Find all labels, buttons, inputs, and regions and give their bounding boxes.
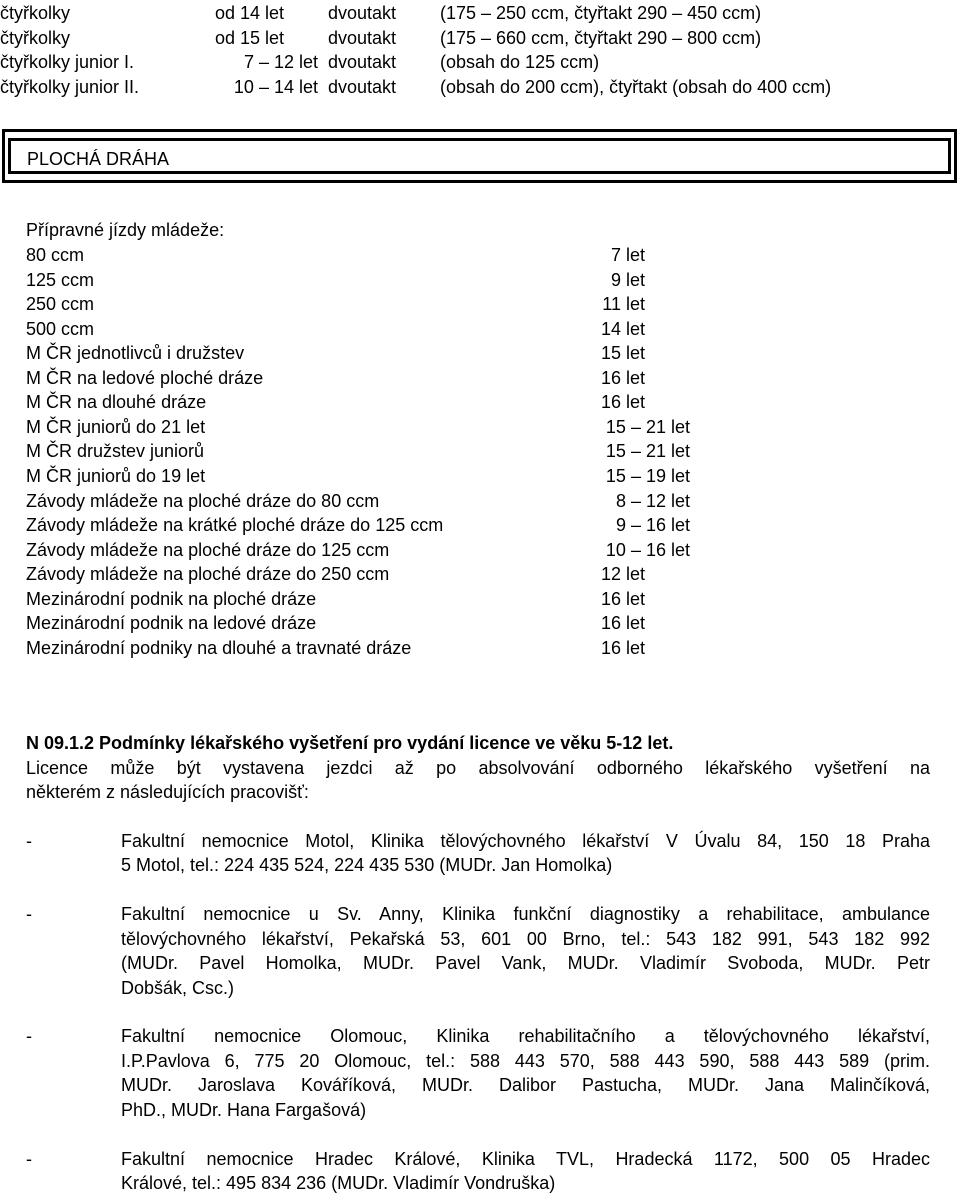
- age-row-value: 8 – 12 let: [615, 491, 690, 511]
- clinic-line: Fakultní nemocnice u Sv. Anny, Klinika funkční diagnostiky a rehabilitace, ambulance: [121, 904, 930, 924]
- age-row-label: Závody mládeže na ploché dráze do 80 ccm: [26, 491, 380, 511]
- clinic-line: I.P.Pavlova 6, 775 20 Olomouc, tel.: 588 443 570, 588 443 590, 588 443 589 (prim.: [121, 1051, 930, 1071]
- age-row-value: 9 – 16 let: [615, 515, 690, 535]
- category-age: 7 – 12 let: [243, 52, 318, 72]
- clinic-line: 5 Motol, tel.: 224 435 524, 224 435 530 (MUDr. Jan Homolka): [121, 855, 613, 875]
- category-name: čtyřkolky: [0, 3, 71, 23]
- clinic-line: MUDr. Jaroslava Kováříková, MUDr. Dalibor Pastucha, MUDr. Jana Malinčíková,: [121, 1075, 930, 1095]
- age-row-label: Závody mládeže na ploché dráze do 250 ccm: [26, 564, 390, 584]
- category-spec: (obsah do 200 ccm), čtyřtakt (obsah do 400 ccm): [440, 77, 832, 97]
- clinic-line: Fakultní nemocnice Motol, Klinika tělovýchovného lékařství V Úvalu 84, 150 18 Praha: [121, 831, 930, 851]
- age-row-label: Závody mládeže na krátké ploché dráze do 125 ccm: [26, 515, 444, 535]
- age-row-value: 16 let: [600, 638, 645, 658]
- category-engine: dvoutakt: [328, 52, 397, 72]
- clinic-line: (MUDr. Pavel Homolka, MUDr. Pavel Vank, MUDr. Vladimír Svoboda, MUDr. Petr: [121, 953, 930, 973]
- age-row-label: M ČR družstev juniorů: [26, 441, 205, 461]
- age-row-label: Závody mládeže na ploché dráze do 125 ccm: [26, 540, 390, 560]
- age-row-label: 80 ccm: [26, 245, 85, 265]
- medical-intro-line: některém z následujících pracovišť:: [26, 782, 309, 802]
- bullet-dash: -: [26, 904, 32, 924]
- section-heading-box: [2, 129, 957, 183]
- age-row-value: 15 – 21 let: [605, 417, 690, 437]
- age-row-value: 14 let: [600, 319, 645, 339]
- age-row-label: M ČR jednotlivců i družstev: [26, 343, 245, 363]
- category-spec: (obsah do 125 ccm): [440, 52, 600, 72]
- age-row-value: 12 let: [600, 564, 645, 584]
- age-row-label: Mezinárodní podnik na ploché dráze: [26, 589, 317, 609]
- age-row-label: M ČR na ledové ploché dráze: [26, 368, 264, 388]
- category-engine: dvoutakt: [328, 28, 397, 48]
- age-row-label: Mezinárodní podniky na dlouhé a travnaté dráze: [26, 638, 412, 658]
- age-row-value: 16 let: [600, 613, 645, 633]
- bullet-dash: -: [26, 1149, 32, 1169]
- youth-list-header: Přípravné jízdy mládeže:: [26, 220, 225, 240]
- bullet-dash: -: [26, 1026, 32, 1046]
- age-row-label: Mezinárodní podnik na ledové dráze: [26, 613, 317, 633]
- section-heading: PLOCHÁ DRÁHA: [27, 149, 170, 169]
- category-engine: dvoutakt: [328, 3, 397, 23]
- category-age: od 14 let: [215, 3, 285, 23]
- medical-intro-line: Licence může být vystavena jezdci až po absolvování odborného lékařského vyšetření na: [26, 758, 930, 778]
- age-row-value: 11 let: [602, 294, 645, 314]
- age-row-value: 16 let: [600, 589, 645, 609]
- age-row-value: 9 let: [610, 270, 645, 290]
- age-row-value: 16 let: [600, 368, 645, 388]
- clinic-line: Fakultní nemocnice Olomouc, Klinika rehabilitačního a tělovýchovného lékařství,: [121, 1026, 930, 1046]
- age-row-label: M ČR na dlouhé dráze: [26, 392, 207, 412]
- age-row-value: 10 – 16 let: [605, 540, 690, 560]
- category-age: 10 – 14 let: [233, 77, 318, 97]
- age-row-label: 250 ccm: [26, 294, 95, 314]
- clinic-line: Fakultní nemocnice Hradec Králové, Klinika TVL, Hradecká 1172, 500 05 Hradec: [121, 1149, 930, 1169]
- age-row-label: M ČR juniorů do 21 let: [26, 417, 206, 437]
- age-row-value: 16 let: [600, 392, 645, 412]
- clinic-line: Dobšák, Csc.): [121, 978, 235, 998]
- age-row-label: 125 ccm: [26, 270, 95, 290]
- category-name: čtyřkolky: [0, 28, 71, 48]
- bullet-dash: -: [26, 831, 32, 851]
- clinic-line: tělovýchovného lékařství, Pekařská 53, 601 00 Brno, tel.: 543 182 991, 543 182 992: [121, 929, 930, 949]
- category-spec: (175 – 250 ccm, čtyřtakt 290 – 450 ccm): [440, 3, 762, 23]
- age-row-value: 15 – 19 let: [605, 466, 690, 486]
- clinic-line: Králové, tel.: 495 834 236 (MUDr. Vladimír Vondruška): [121, 1173, 556, 1193]
- age-row-label: 500 ccm: [26, 319, 95, 339]
- category-age: od 15 let: [215, 28, 285, 48]
- age-row-value: 15 – 21 let: [605, 441, 690, 461]
- category-name: čtyřkolky junior I.: [0, 52, 135, 72]
- category-spec: (175 – 660 ccm, čtyřtakt 290 – 800 ccm): [440, 28, 762, 48]
- age-row-value: 15 let: [600, 343, 645, 363]
- category-name: čtyřkolky junior II.: [0, 77, 140, 97]
- medical-section-title: N 09.1.2 Podmínky lékařského vyšetření pro vydání licence ve věku 5-12 let.: [26, 733, 674, 753]
- age-row-label: M ČR juniorů do 19 let: [26, 466, 206, 486]
- category-engine: dvoutakt: [328, 77, 397, 97]
- clinic-line: PhD., MUDr. Hana Fargašová): [121, 1100, 367, 1120]
- age-row-value: 7 let: [610, 245, 645, 265]
